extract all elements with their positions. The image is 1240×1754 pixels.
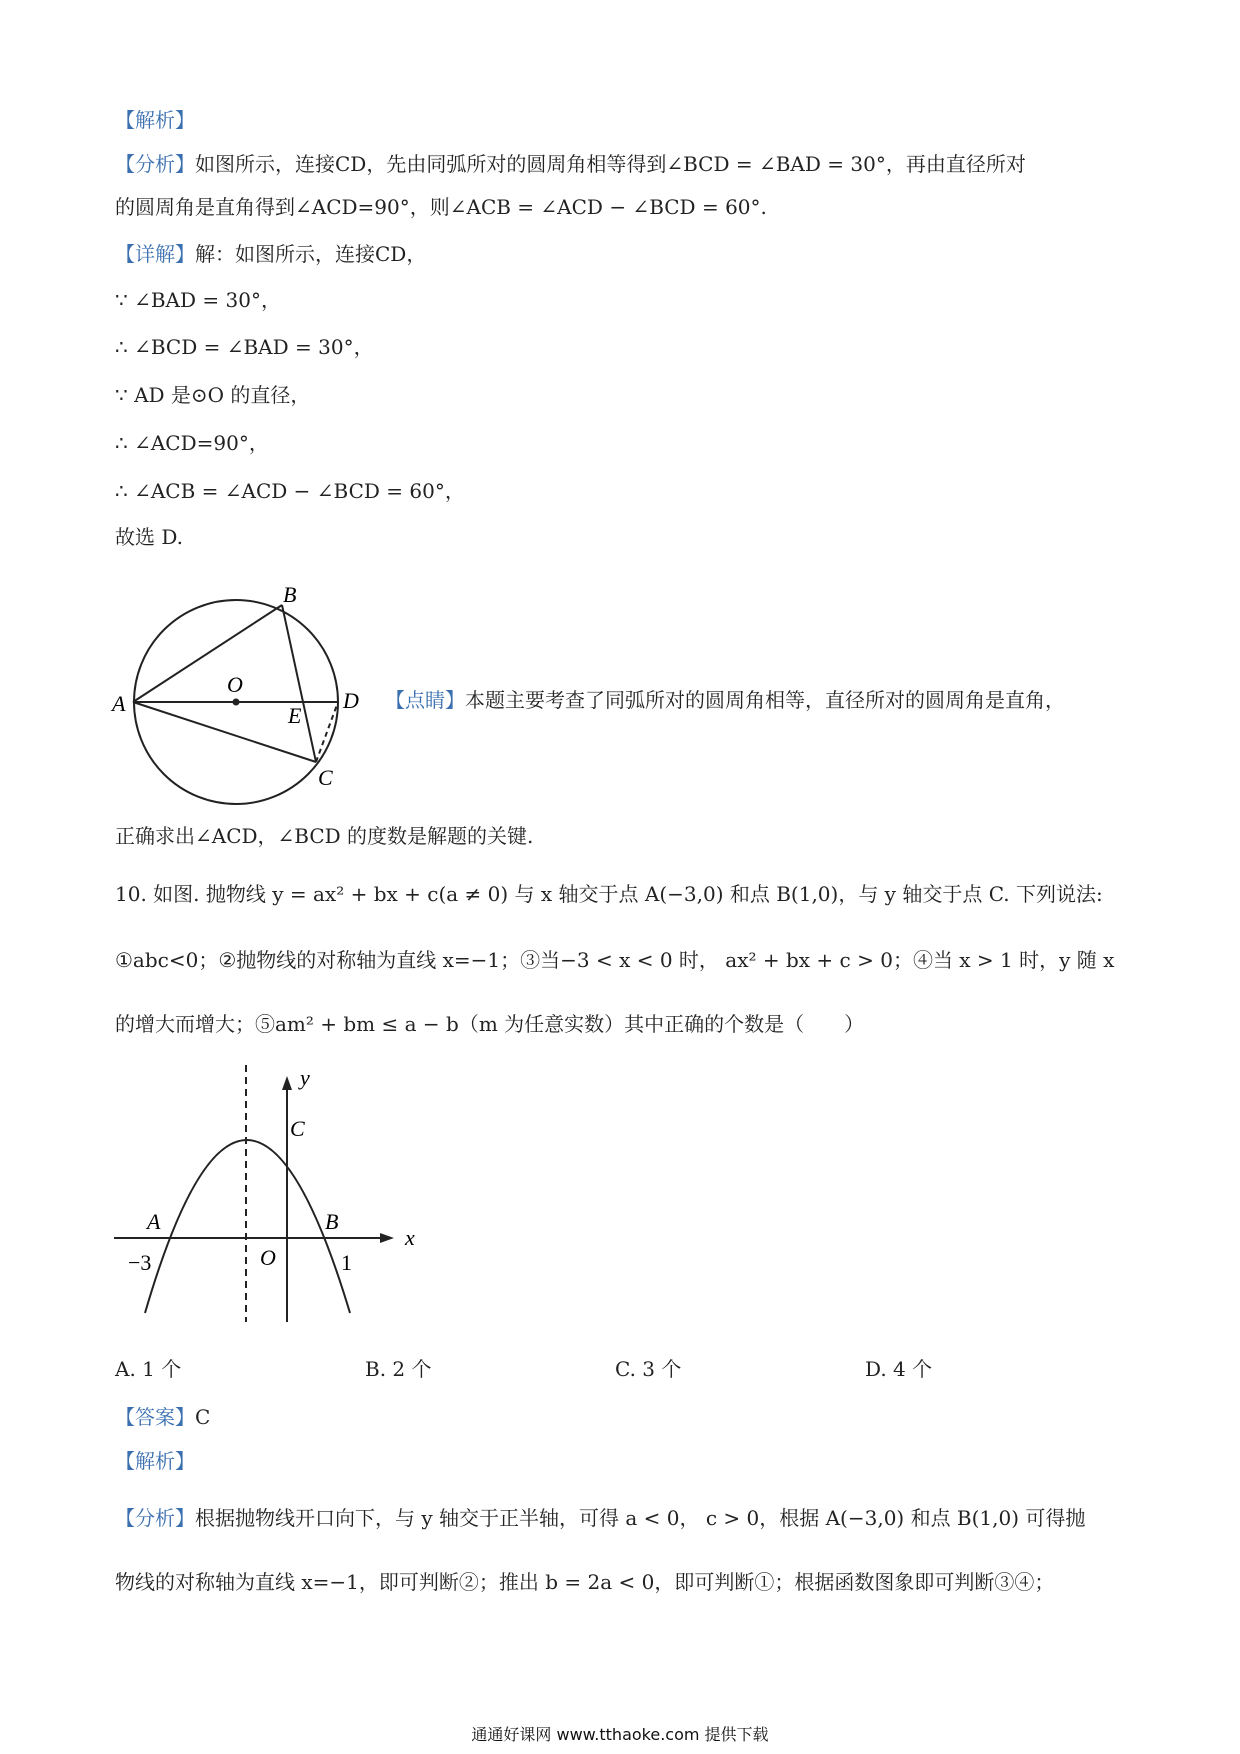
detail-lead: 解：如图所示，连接CD， — [195, 242, 427, 266]
comment-tag: 【点睛】 — [385, 688, 465, 712]
point-label-a: A — [147, 1209, 161, 1234]
point-label-b: B — [325, 1209, 339, 1234]
point-label-c: C — [318, 765, 333, 790]
detail-step-4: ∴ ∠ACD=90°， — [115, 431, 269, 455]
question-10-line-2: ①abc<0；②抛物线的对称轴为直线 x=−1；③当−3 < x < 0 时， ax² + bx + c > 0；④当 x > 1 时，y 随 x — [115, 948, 1115, 972]
q10-analysis-line-1 — [115, 1504, 1085, 1532]
q10-analysis-tag: 【分析】 — [115, 1506, 195, 1530]
point-label-o: O — [227, 672, 243, 697]
point-label-c: C — [290, 1116, 305, 1141]
point-label-d: D — [343, 688, 359, 713]
point-label-b: B — [283, 585, 297, 607]
detail-step-1: ∵ ∠BAD = 30°， — [115, 288, 281, 312]
q10-analysis-text-1: 根据抛物线开口向下，与 y 轴交于正半轴，可得 a < 0， c > 0，根据 A(−3,0) 和点 B(1,0) 可得抛 — [195, 1506, 1086, 1530]
tick-label-1: 1 — [341, 1250, 352, 1275]
comment-text-1: 本题主要考查了同弧所对的圆周角相等，直径所对的圆周角是直角， — [465, 688, 1065, 712]
question-10-line-1: 10. 如图. 抛物线 y = ax² + bx + c(a ≠ 0) 与 x 轴交于点 A(−3,0) 和点 B(1,0)，与 y 轴交于点 C. 下列说法: — [115, 882, 1103, 906]
q10-analysis-line-2: 物线的对称轴为直线 x=−1，即可判断②；推出 b = 2a < 0，即可判断①；根据函数图象即可判断③④； — [115, 1570, 1055, 1594]
detail-step-3: ∵ AD 是⊙O 的直径， — [115, 383, 311, 407]
analysis-line-1 — [115, 150, 1026, 178]
origin-label: O — [260, 1245, 276, 1270]
axis-label-y: y — [300, 1065, 310, 1090]
detail-line — [115, 240, 426, 268]
detail-tag: 【详解】 — [115, 242, 195, 266]
point-label-a: A — [112, 691, 126, 716]
comment-line-2: 正确求出∠ACD，∠BCD 的度数是解题的关键. — [115, 824, 534, 848]
answer-tag: 【答案】 — [115, 1405, 195, 1429]
analysis-line-2: 的圆周角是直角得到∠ACD=90°，则∠ACB = ∠ACD − ∠BCD = 60°. — [115, 195, 767, 219]
option-a: A. 1 个 — [115, 1357, 182, 1381]
answer-line — [115, 1403, 210, 1431]
circle-figure — [100, 585, 400, 805]
tick-label-neg3: −3 — [128, 1250, 152, 1275]
question-10-line-3: 的增大而增大；⑤am² + bm ≤ a − b（m 为任意实数）其中正确的个数是（ ） — [115, 1012, 865, 1036]
page-footer: 通通好课网 www.tthaoke.com 提供下载 — [471, 1725, 769, 1744]
parabola-graph — [100, 1060, 440, 1340]
detail-step-6: 故选 D. — [115, 525, 184, 549]
detail-step-2: ∴ ∠BCD = ∠BAD = 30°， — [115, 335, 374, 359]
answer-value: C — [195, 1405, 211, 1429]
analysis-tag: 【分析】 — [115, 152, 195, 176]
option-c: C. 3 个 — [615, 1357, 682, 1381]
axis-label-x: x — [405, 1225, 415, 1250]
solution-header: 【解析】 — [115, 108, 195, 132]
comment-line-1 — [385, 686, 1065, 714]
option-d: D. 4 个 — [865, 1357, 933, 1381]
option-b: B. 2 个 — [365, 1357, 432, 1381]
point-label-e: E — [288, 703, 302, 728]
analysis-text-1: 如图所示，连接CD，先由同弧所对的圆周角相等得到∠BCD = ∠BAD = 30°，再由直径所对 — [195, 152, 1026, 176]
q10-solution-header: 【解析】 — [115, 1449, 195, 1473]
detail-step-5: ∴ ∠ACB = ∠ACD − ∠BCD = 60°， — [115, 479, 465, 503]
